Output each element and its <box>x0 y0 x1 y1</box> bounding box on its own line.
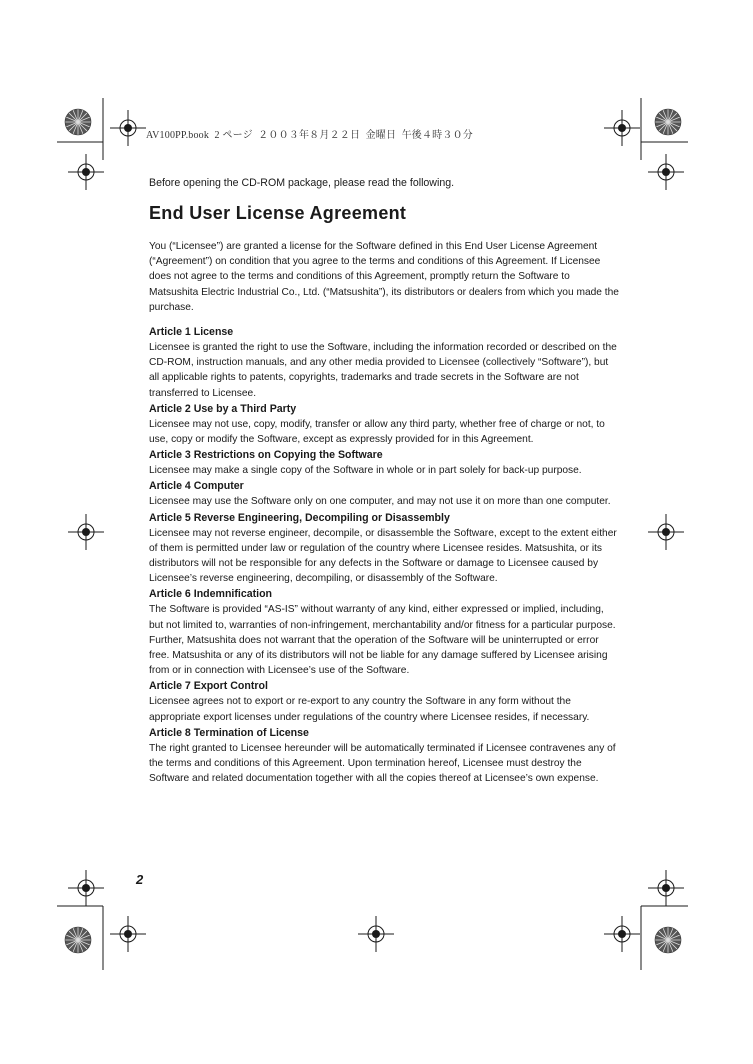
article-heading: Article 4 Computer <box>149 480 244 493</box>
article-heading: Article 5 Reverse Engineering, Decompiling or Disassembly <box>149 511 450 524</box>
article-heading: Article 2 Use by a Third Party <box>149 402 297 415</box>
article-6 <box>149 587 619 678</box>
article-7 <box>149 679 619 724</box>
article-body: Licensee may use the Software only on one computer, and may not use it on more than one computer. <box>149 496 611 508</box>
article-heading: Article 1 License <box>149 326 234 339</box>
page-title: End User License Agreement <box>149 203 407 223</box>
agreement-body <box>149 239 619 787</box>
article-5 <box>149 511 619 587</box>
article-heading: Article 3 Restrictions on Copying the Software <box>149 449 383 462</box>
article-heading: Article 7 Export Control <box>149 680 268 693</box>
article-3 <box>149 448 619 478</box>
article-body: Licensee agrees not to export or re-export to any country the Software in any form without the appropriate export licenses under regulations of the country where Licensee resides, if necessary. <box>149 696 590 723</box>
article-heading: Article 6 Indemnification <box>149 588 273 601</box>
article-body: The Software is provided “AS-IS” without warranty of any kind, either expressed or implied, including, but not limited to, warranties of non-infringement, merchantability and/or fitness for a particular purpose. Further, Matsushita does not warrant that the operation of the Software will be uninterrupted or error free. Matsushita or any of its distributors will not be liable for any damage suffered by Licensee arising from or in connection with Licensee’s use of the Software. <box>149 604 616 677</box>
article-4 <box>149 479 619 509</box>
article-body: Licensee may not reverse engineer, decompile, or disassemble the Software, except to the extent either of them is permitted under law or regulation of the country where Licensee resides. Matsushita, or its distributors will not be responsible for any defects in the Software or damage to Licensee caused by Licensee’s reverse engineering, decompiling, or disassembly of the Software. <box>149 527 617 585</box>
article-body: The right granted to Licensee hereunder will be automatically terminated if Licensee contravenes any of the terms and conditions of this Agreement. Upon termination hereof, Licensee must destroy the Software and related documentation together with all the copies thereof at Licensee’s own expense. <box>149 742 616 785</box>
article-8 <box>149 726 619 787</box>
article-1 <box>149 325 619 401</box>
intro-text: Before opening the CD-ROM package, please read the following. <box>149 177 455 189</box>
lead-paragraph: You (“Licensee”) are granted a license for the Software defined in this End User License Agreement (“Agreement”) on condition that you agree to the terms and conditions of this Agreement. If Licensee does not agree to the terms and conditions of this Agreement, promptly return the Software to Matsushita Electric Industrial Co., Ltd. (“Matsushita”), its distributors or dealers from which you made the purchase. <box>149 241 619 313</box>
print-slug-header: AV100PP.book 2 ページ ２００３年８月２２日 金曜日 午後４時３０分 <box>146 130 473 141</box>
article-body: Licensee may not use, copy, modify, transfer or allow any third party, whether free of charge or not, to use, copy or modify the Software, except as expressly provided for in this Agreement. <box>149 418 605 446</box>
article-2 <box>149 402 619 447</box>
article-heading: Article 8 Termination of License <box>149 726 309 739</box>
article-body: Licensee is granted the right to use the Software, including the information recorded or described on the CD-ROM, instruction manuals, and any other media provided to Licensee (collectively “Software”), but all applicable rights to patents, copyrights, trademarks and trade secrets in the Software are not transferred to Licensee. <box>149 342 617 399</box>
page-number: 2 <box>136 872 144 887</box>
article-body: Licensee may make a single copy of the Software in whole or in part solely for back-up purpose. <box>149 465 582 477</box>
